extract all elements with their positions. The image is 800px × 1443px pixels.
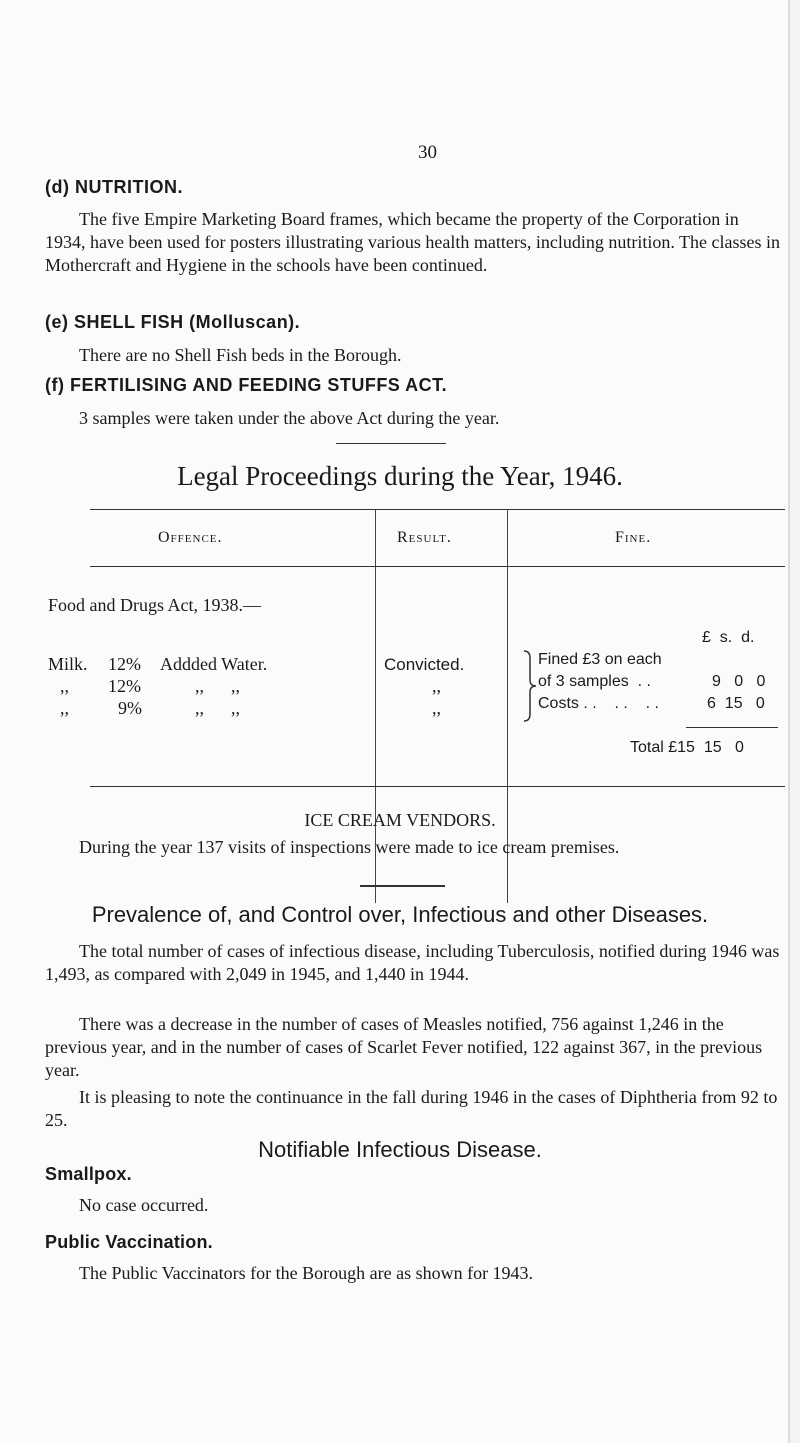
- divider: [336, 443, 446, 444]
- smallpox-heading: Smallpox.: [45, 1164, 132, 1184]
- header-fine: Fine.: [615, 529, 652, 546]
- row1-result: Convicted.: [384, 655, 465, 674]
- fine-currency-header: £ s. d.: [702, 629, 755, 646]
- table-header-rule: [90, 566, 785, 567]
- section-e-paragraph: There are no Shell Fish beds in the Borough.: [79, 345, 402, 365]
- section-e-heading: (e) SHELL FISH (Molluscan).: [45, 312, 301, 332]
- act-name: Food and Drugs Act, 1938.—: [48, 595, 261, 615]
- page-edge: [788, 0, 800, 1443]
- row3-desc: ,, ,,: [195, 698, 240, 718]
- page-number: 30: [418, 142, 437, 163]
- row2-prefix: ,,: [60, 676, 69, 696]
- total-rule: [686, 727, 778, 728]
- header-offence: Offence.: [158, 529, 223, 546]
- row3-result: ,,: [432, 698, 441, 718]
- section-d-heading: (d) NUTRITION.: [45, 177, 183, 197]
- section-f-paragraph: 3 samples were taken under the above Act during the year.: [79, 408, 500, 428]
- fine-amount-2: 9 0 0: [712, 673, 766, 690]
- fine-line-1: Fined £3 on each: [538, 651, 662, 668]
- row2-desc: ,, ,,: [195, 676, 240, 696]
- prevalence-title: Prevalence of, and Control over, Infectious and other Diseases.: [91, 902, 709, 927]
- row2-pct: 12%: [108, 676, 141, 696]
- row2-result: ,,: [432, 676, 441, 696]
- fine-amount-3: 6 15 0: [707, 695, 765, 712]
- fine-line-2: of 3 samples . .: [538, 673, 651, 690]
- fine-line-3: Costs . . . . . .: [538, 695, 659, 712]
- ice-cream-heading: ICE CREAM VENDORS.: [304, 810, 496, 830]
- section-d-paragraph: The five Empire Marketing Board frames, which became the property of the Corporation in 1934, have been used for posters illustrating various health matters, including nutrition. The classes in Mothercraft and Hygiene in the schools have been continued.: [45, 209, 781, 275]
- table-top-rule: [90, 509, 785, 510]
- smallpox-paragraph: No case occurred.: [79, 1195, 209, 1215]
- legal-title: Legal Proceedings during the Year, 1946.: [177, 461, 623, 491]
- divider-2: [360, 885, 445, 887]
- fine-brace: [522, 648, 538, 724]
- prevalence-p2: There was a decrease in the number of cases of Measles notified, 756 against 1,246 in the previous year, and in the number of cases of Scarlet Fever notified, 122 against 367, in the previous year.: [45, 1014, 763, 1080]
- row3-prefix: ,,: [60, 698, 69, 718]
- vaccination-paragraph: The Public Vaccinators for the Borough are as shown for 1943.: [79, 1263, 534, 1283]
- fine-total: Total £15 15 0: [630, 739, 744, 756]
- notifiable-title: Notifiable Infectious Disease.: [258, 1137, 542, 1162]
- section-f-heading: (f) FERTILISING AND FEEDING STUFFS ACT.: [45, 375, 448, 395]
- row1-prefix: Milk.: [48, 654, 88, 674]
- ice-cream-paragraph: During the year 137 visits of inspections were made to ice cream premises.: [79, 837, 620, 857]
- header-result: Result.: [397, 529, 452, 546]
- row1-desc: Addded Water.: [160, 654, 268, 674]
- prevalence-p1: The total number of cases of infectious disease, including Tuberculosis, notified during 1946 was 1,493, as compared with 2,049 in 1945, and 1,440 in 1944.: [45, 941, 780, 984]
- vaccination-heading: Public Vaccination.: [45, 1232, 213, 1252]
- row1-pct: 12%: [108, 654, 141, 674]
- row3-pct: 9%: [118, 698, 142, 718]
- table-bottom-rule: [90, 786, 785, 787]
- prevalence-p3: It is pleasing to note the continuance in the fall during 1946 in the cases of Diphtheria from 92 to 25.: [45, 1087, 778, 1130]
